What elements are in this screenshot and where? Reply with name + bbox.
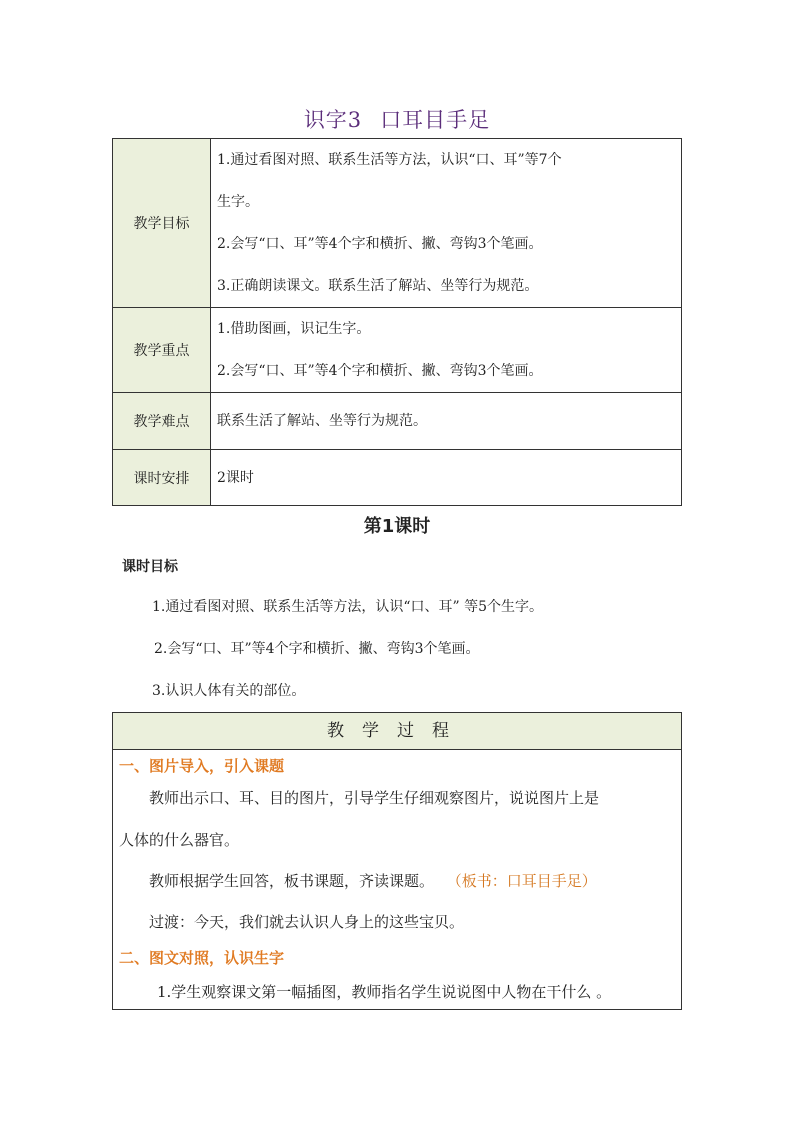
lesson-goal-item: 3.认识人体有关的部位。 bbox=[152, 683, 306, 699]
row-content bbox=[211, 393, 682, 450]
lesson-goal-item: 2.会写“口、耳”等4个字和横折、撇、弯钩3个笔画。 bbox=[154, 641, 480, 657]
paragraph: 教师出示口、耳、目的图片，引导学生仔细观察图片，说说图片上是 bbox=[149, 789, 600, 807]
teaching-process-box bbox=[112, 712, 682, 1010]
content-line: 1.通过看图对照、联系生活等方法，认识“口、耳”等7个 bbox=[217, 152, 562, 168]
paragraph-text: 教师根据学生回答，板书课题，齐读课题。 bbox=[149, 872, 435, 890]
table-row bbox=[113, 450, 682, 506]
table-row bbox=[113, 308, 682, 393]
title-number: 识字3 bbox=[303, 108, 363, 132]
board-note: （板书：口耳目手足） bbox=[446, 872, 597, 890]
lesson-heading: 第1课时 bbox=[363, 516, 431, 537]
info-table bbox=[112, 138, 682, 506]
row-label: 教学重点 bbox=[113, 308, 211, 393]
title-name: 口耳目手足 bbox=[380, 108, 491, 132]
lesson-goals-title: 课时目标 bbox=[122, 559, 178, 575]
row-content bbox=[211, 308, 682, 393]
row-label: 教学难点 bbox=[113, 393, 211, 450]
table-row bbox=[113, 139, 682, 308]
section-heading: 二、图文对照，认识生字 bbox=[119, 949, 285, 967]
process-header: 教学过程 bbox=[113, 713, 681, 750]
row-content bbox=[211, 139, 682, 308]
paragraph: 过渡：今天，我们就去认识人身上的这些宝贝。 bbox=[149, 913, 465, 931]
content-line: 2.会写“口、耳”等4个字和横折、撇、弯钩3个笔画。 bbox=[217, 236, 543, 252]
lesson-goal-item: 1.通过看图对照、联系生活等方法，认识“口、耳” 等5个生字。 bbox=[152, 599, 544, 615]
content-line: 生字。 bbox=[217, 194, 259, 210]
row-label: 课时安排 bbox=[113, 450, 211, 506]
paragraph: 1.学生观察课文第一幅插图，教师指名学生说说图中人物在干什么 。 bbox=[157, 983, 612, 1001]
row-label: 教学目标 bbox=[113, 139, 211, 308]
paragraph: 人体的什么器官。 bbox=[119, 831, 240, 849]
content-line: 2.会写“口、耳”等4个字和横折、撇、弯钩3个笔画。 bbox=[217, 363, 543, 379]
content-line: 1.借助图画，识记生字。 bbox=[217, 321, 371, 337]
section-heading: 一、图片导入，引入课题 bbox=[119, 757, 285, 775]
table-row bbox=[113, 393, 682, 450]
page-title bbox=[0, 104, 794, 134]
content-line: 2课时 bbox=[217, 469, 254, 486]
content-line: 联系生活了解站、坐等行为规范。 bbox=[217, 413, 427, 429]
row-content bbox=[211, 450, 682, 506]
content-line: 3.正确朗读课文。联系生活了解站、坐等行为规范。 bbox=[217, 278, 539, 294]
paragraph bbox=[119, 870, 675, 891]
